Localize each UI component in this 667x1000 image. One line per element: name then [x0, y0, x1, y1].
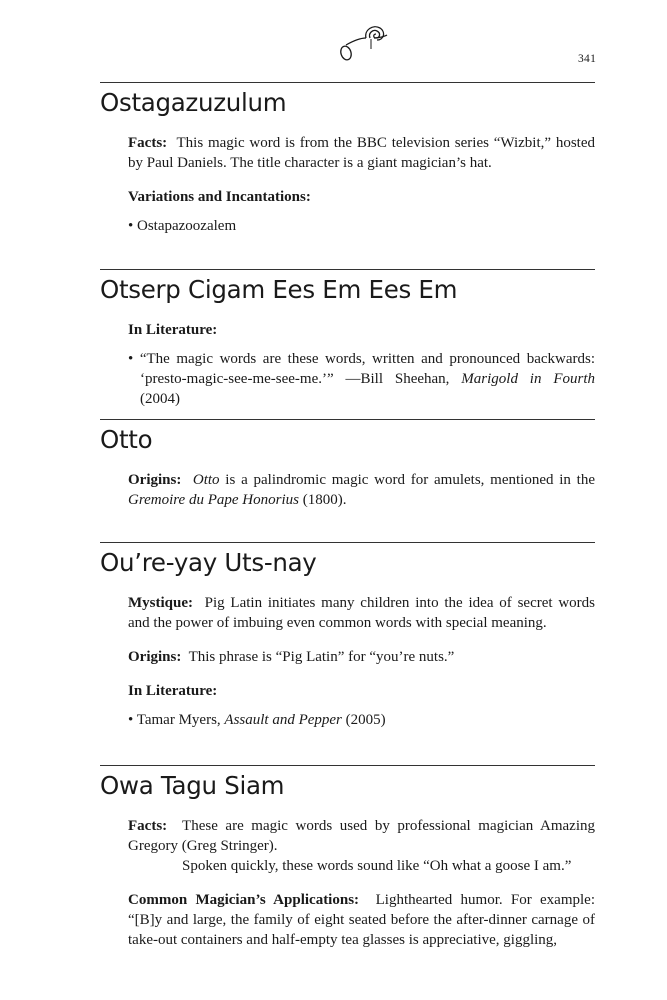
entry-oure-yay-uts-nay — [100, 542, 595, 730]
origins-paragraph — [128, 647, 595, 667]
entry-title: Ostagazuzulum — [100, 88, 287, 117]
origins-year: (1800). — [298, 492, 347, 508]
literature-quote — [128, 349, 595, 409]
entry-title: Otserp Cigam Ees Em Ees Em — [100, 275, 458, 304]
entry-owa-tagu-siam — [100, 765, 595, 950]
entry-otto — [100, 419, 595, 510]
applications-label: Common Magician’s Applications: — [128, 892, 360, 908]
facts-label: Facts: — [128, 135, 168, 151]
facts-paragraph-2: Spoken quickly, these words sound like “Oh what a goose I am.” — [182, 858, 572, 874]
entry-title: Otto — [100, 425, 153, 454]
entry-otserp-cigam — [100, 269, 595, 409]
lit-year: (2005) — [341, 712, 386, 728]
origins-label: Origins: — [128, 649, 182, 665]
lit-prefix: • Tamar Myers, — [128, 712, 225, 728]
applications-paragraph — [128, 890, 595, 950]
literature-label: In Literature: — [128, 322, 218, 338]
variation-item: • Ostapazoozalem — [128, 218, 237, 234]
mystique-text: Pig Latin initiates many children into the idea of secret words and the power of imbuing even common words with special meaning. — [128, 595, 596, 631]
entry-ostagazuzulum — [100, 82, 595, 236]
entry-title: Owa Tagu Siam — [100, 771, 285, 800]
divider — [100, 269, 595, 270]
origins-word: Otto — [192, 472, 220, 488]
page-number: 341 — [578, 53, 597, 65]
origins-paragraph — [128, 470, 595, 510]
literature-label: In Literature: — [128, 683, 218, 699]
divider — [100, 542, 595, 543]
facts-paragraph — [128, 816, 595, 856]
literature-item — [128, 710, 595, 730]
variations-label: Variations and Incantations: — [128, 189, 311, 205]
swirl-flourish-icon — [336, 22, 392, 64]
divider — [100, 82, 595, 83]
applications-text: Lighthearted humor. For example: “[B]y and large, the family of eight seated before the after-dinner carnage of take-out containers and half-empty tea glasses is appreciative, giggling, — [128, 892, 596, 948]
mystique-paragraph — [128, 593, 595, 633]
quote-text: • “The magic words are these words, written and pronounced backwards: ‘presto-magic-see-me-see-me.’” —Bill Sheehan, — [128, 351, 595, 387]
facts-label: Facts: — [128, 818, 168, 834]
facts-paragraph — [128, 133, 595, 173]
facts-text: These are magic words used by professional magician Amazing Gregory (Greg Stringer). — [128, 818, 595, 854]
quote-year: (2004) — [140, 391, 180, 407]
divider — [100, 419, 595, 420]
origins-text: is a palindromic magic word for amulets, mentioned in the — [219, 472, 596, 488]
origins-source: Gremoire du Pape Honorius — [128, 492, 299, 508]
lit-title: Assault and Pepper — [224, 712, 342, 728]
facts-text: This magic word is from the BBC television series “Wizbit,” hosted by Paul Daniels. The title character is a giant magician’s hat. — [128, 135, 595, 171]
entry-title: Ou’re-yay Uts-nay — [100, 548, 317, 577]
mystique-label: Mystique: — [128, 595, 193, 611]
quote-source: Marigold in Fourth — [461, 371, 595, 387]
origins-label: Origins: — [128, 472, 182, 488]
divider — [100, 765, 595, 766]
origins-text: This phrase is “Pig Latin” for “you’re nuts.” — [188, 649, 455, 665]
